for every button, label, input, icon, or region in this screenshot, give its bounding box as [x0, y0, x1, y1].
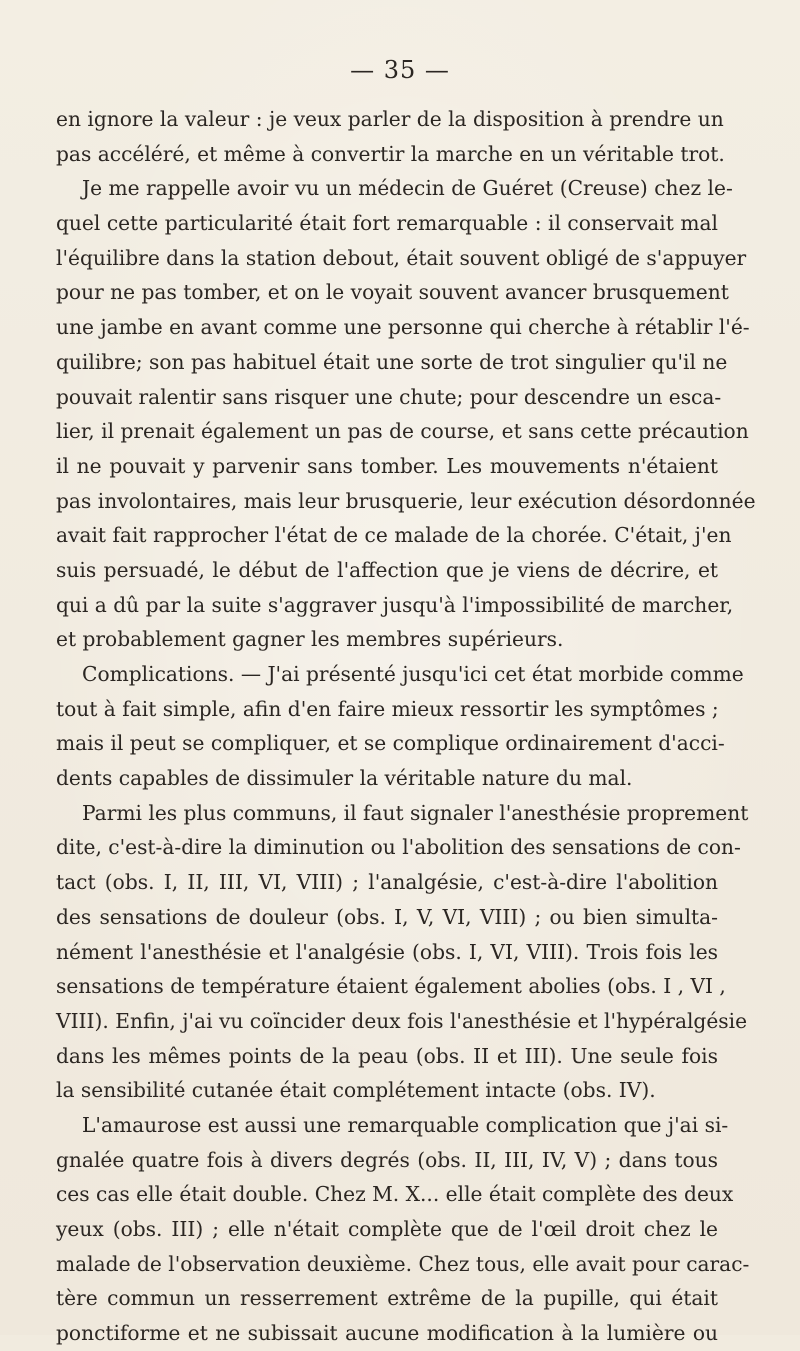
text-line: malade de l'observation deuxième. Chez tous, elle avait pour carac- [56, 1251, 750, 1276]
text-line: et probablement gagner les membres supérieurs. [56, 627, 564, 652]
text-line: Je me rappelle avoir vu un médecin de Guéret (Creuse) chez le- [82, 176, 733, 201]
page-number: — 35 — [350, 56, 450, 84]
text-line: lier, il prenait également un pas de course, et sans cette précaution [56, 419, 749, 444]
text-line: tère commun un resserrement extrême de la pupille, qui était [56, 1286, 718, 1311]
text-line-complications: Complications. — J'ai présenté jusqu'ici cet état morbide comme [82, 662, 744, 686]
text-line: pas accéléré, et même à convertir la marche en un véritable trot. [56, 141, 725, 166]
text-line: qui a dû par la suite s'aggraver jusqu'à l'impossibilité de marcher, [56, 592, 734, 617]
text-line: quel cette particularité était fort remarquable : il conservait mal [56, 211, 718, 236]
text-line: avait fait rapprocher l'état de ce malade de la chorée. C'était, j'en [56, 523, 732, 548]
text-line: suis persuadé, le début de l'affection que je viens de décrire, et [56, 557, 718, 582]
text-line: pas involontaires, mais leur brusquerie, leur exécution désordonnée [56, 488, 756, 513]
text-line: quilibre; son pas habituel était une sorte de trot singulier qu'il ne [56, 349, 728, 374]
text-line: tout à fait simple, afin d'en faire mieux ressortir les symptômes ; [56, 696, 719, 721]
text-line: dents capables de dissimuler la véritable nature du mal. [56, 766, 633, 791]
body-text [56, 102, 756, 1351]
text-line: L'amaurose est aussi une remarquable complication que j'ai si- [82, 1112, 729, 1137]
text-line: dans les mêmes points de la peau (obs. II et III). Une seule fois [56, 1043, 718, 1068]
text-line: nément l'anesthésie et l'analgésie (obs. I, VI, VIII). Trois fois les [56, 939, 718, 964]
text-line: mais il peut se compliquer, et se complique ordinairement d'acci- [56, 731, 725, 756]
text-line: sensations de température étaient également abolies (obs. I , VI , [56, 974, 726, 999]
text-line: tact (obs. I, II, III, VI, VIII) ; l'analgésie, c'est-à-dire l'abolition [56, 870, 718, 895]
text-line: yeux (obs. III) ; elle n'était complète que de l'œil droit chez le [56, 1217, 718, 1241]
text-line: la sensibilité cutanée était complétement intacte (obs. IV). [56, 1078, 656, 1103]
text-line: en ignore la valeur : je veux parler de la disposition à prendre un [56, 107, 724, 131]
text-line: pour ne pas tomber, et on le voyait souvent avancer brusquement [56, 280, 729, 305]
text-line: VIII). Enfin, j'ai vu coïncider deux fois l'anesthésie et l'hypéralgésie [56, 1008, 748, 1033]
text-line: pouvait ralentir sans risquer une chute; pour descendre un esca- [56, 384, 722, 409]
text-line: ces cas elle était double. Chez M. X... elle était complète des deux [56, 1182, 734, 1207]
text-line: l'équilibre dans la station debout, était souvent obligé de s'appuyer [56, 245, 747, 270]
text-line: une jambe en avant comme une personne qui cherche à rétablir l'é- [56, 315, 750, 340]
text-line: il ne pouvait y parvenir sans tomber. Les mouvements n'étaient [56, 453, 718, 478]
text-line: ponctiforme et ne subissait aucune modification à la lumière ou [56, 1321, 718, 1346]
text-line: des sensations de douleur (obs. I, V, VI, VIII) ; ou bien simulta- [56, 904, 718, 929]
text-line: Parmi les plus communs, il faut signaler l'anesthésie proprement [82, 800, 749, 825]
text-line: dite, c'est-à-dire la diminution ou l'abolition des sensations de con- [56, 835, 741, 860]
text-line: gnalée quatre fois à divers degrés (obs. II, III, IV, V) ; dans tous [56, 1147, 718, 1172]
